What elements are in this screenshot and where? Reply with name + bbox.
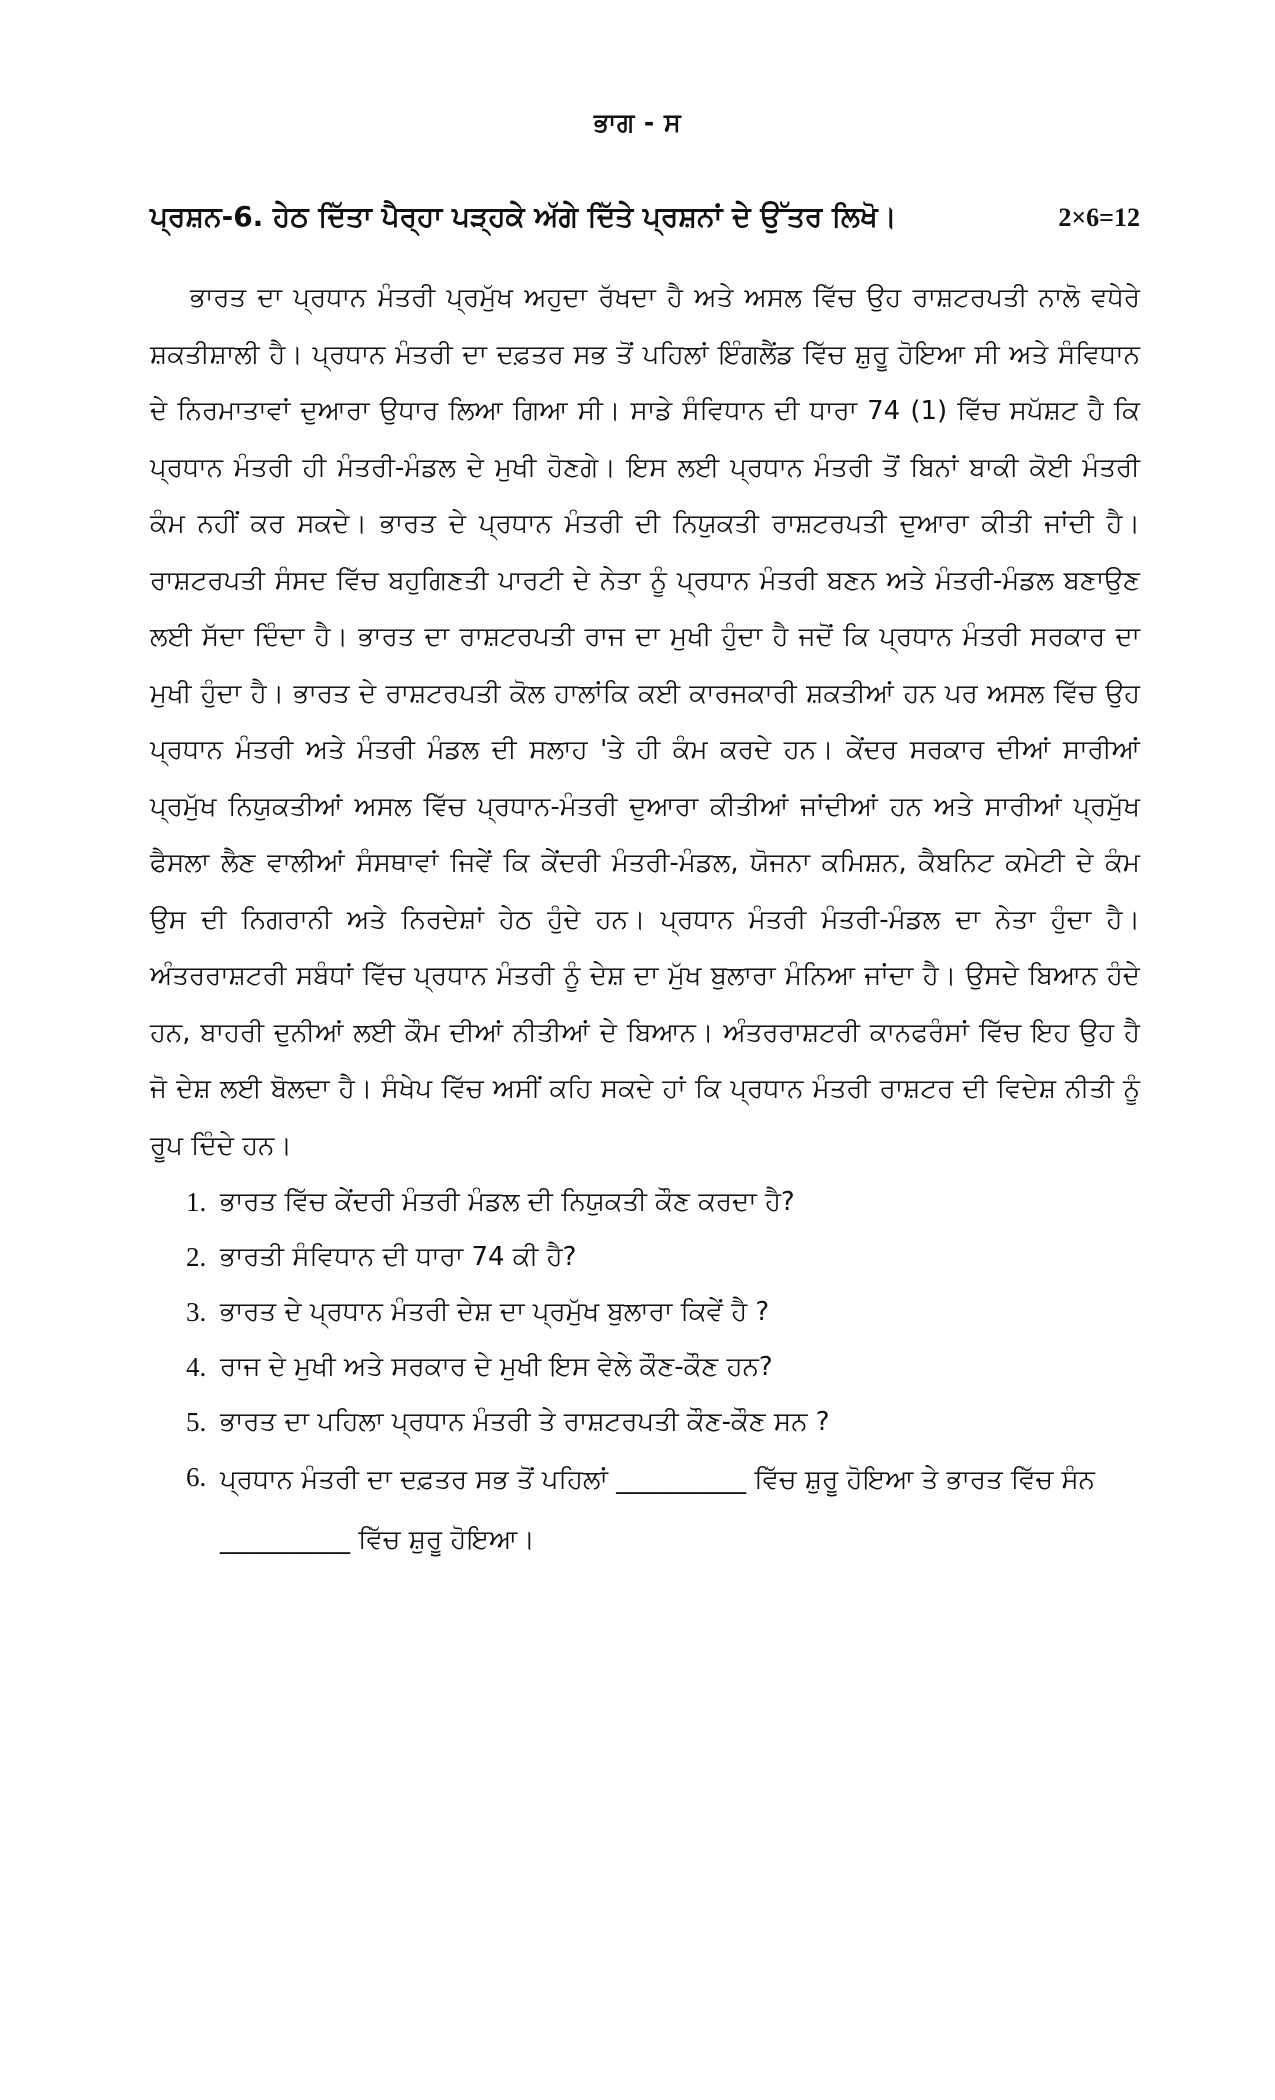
question-number: 6.	[186, 1462, 207, 1492]
question-item	[150, 1395, 1140, 1450]
question-number: 2.	[186, 1242, 207, 1272]
question-item	[150, 1340, 1140, 1395]
question-item	[150, 1450, 1140, 1570]
question-text: ਭਾਰਤ ਵਿੱਚ ਕੇਂਦਰੀ ਮੰਤਰੀ ਮੰਡਲ ਦੀ ਨਿਯੁਕਤੀ ਕੌਣ ਕਰਦਾ ਹੈ?	[220, 1187, 795, 1217]
question-number: 4.	[186, 1352, 207, 1382]
question-text: ਰਾਜ ਦੇ ਮੁਖੀ ਅਤੇ ਸਰਕਾਰ ਦੇ ਮੁਖੀ ਇਸ ਵੇਲੇ ਕੌਣ-ਕੌਣ ਹਨ?	[220, 1352, 773, 1382]
question-number: 5.	[186, 1407, 207, 1437]
question-number: 3.	[186, 1297, 207, 1327]
question-item	[150, 1230, 1140, 1285]
question-item	[150, 1285, 1140, 1340]
section-title: ਭਾਗ - ਸ	[593, 108, 682, 137]
question-header	[150, 200, 1140, 234]
marks-label: 2×6=12	[1058, 203, 1140, 232]
question-instruction: ਪ੍ਰਸ਼ਨ-6. ਹੇਠ ਦਿੱਤਾ ਪੈਰ੍ਹਾ ਪੜ੍ਹਕੇ ਅੱਗੇ ਦਿੱਤੇ ਪ੍ਰਸ਼ਨਾਂ ਦੇ ਉੱਤਰ ਲਿਖੋ।	[150, 200, 897, 233]
question-number: 1.	[186, 1187, 207, 1217]
question-item	[150, 1175, 1140, 1230]
question-text: ਪ੍ਰਧਾਨ ਮੰਤਰੀ ਦਾ ਦਫ਼ਤਰ ਸਭ ਤੋਂ ਪਹਿਲਾਂ __________ ਵਿੱਚ ਸ਼ੁਰੂ ਹੋਇਆ ਤੇ ਭਾਰਤ ਵਿੱਚ ਸੰਨ __________ ਵਿੱਚ ਸ਼ੁਰੂ ਹੋਇਆ।	[220, 1465, 1095, 1555]
question-text: ਭਾਰਤੀ ਸੰਵਿਧਾਨ ਦੀ ਧਾਰਾ 74 ਕੀ ਹੈ?	[220, 1242, 577, 1272]
question-text: ਭਾਰਤ ਦਾ ਪਹਿਲਾ ਪ੍ਰਧਾਨ ਮੰਤਰੀ ਤੇ ਰਾਸ਼ਟਰਪਤੀ ਕੌਣ-ਕੌਣ ਸਨ ?	[220, 1407, 830, 1437]
question-list	[150, 1175, 1140, 1570]
question-text: ਭਾਰਤ ਦੇ ਪ੍ਰਧਾਨ ਮੰਤਰੀ ਦੇਸ਼ ਦਾ ਪ੍ਰਮੁੱਖ ਬੁਲਾਰਾ ਕਿਵੇਂ ਹੈ ?	[220, 1297, 770, 1327]
passage-paragraph: ਭਾਰਤ ਦਾ ਪ੍ਰਧਾਨ ਮੰਤਰੀ ਪ੍ਰਮੁੱਖ ਅਹੁਦਾ ਰੱਖਦਾ ਹੈ ਅਤੇ ਅਸਲ ਵਿੱਚ ਉਹ ਰਾਸ਼ਟਰਪਤੀ ਨਾਲੋ ਵਧੇਰੇ ਸ਼ਕਤੀਸ਼ਾਲੀ ਹੈ। ਪ੍ਰਧਾਨ ਮੰਤਰੀ ਦਾ ਦਫ਼ਤਰ ਸਭ ਤੋਂ ਪਹਿਲਾਂ ਇੰਗਲੈਂਡ ਵਿੱਚ ਸ਼ੁਰੂ ਹੋਇਆ ਸੀ ਅਤੇ ਸੰਵਿਧਾਨ ਦੇ ਨਿਰਮਾਤਾਵਾਂ ਦੁਆਰਾ ਉਧਾਰ ਲਿਆ ਗਿਆ ਸੀ। ਸਾਡੇ ਸੰਵਿਧਾਨ ਦੀ ਧਾਰਾ 74 (1) ਵਿੱਚ ਸਪੱਸ਼ਟ ਹੈ ਕਿ ਪ੍ਰਧਾਨ ਮੰਤਰੀ ਹੀ ਮੰਤਰੀ-ਮੰਡਲ ਦੇ ਮੁਖੀ ਹੋਣਗੇ। ਇਸ ਲਈ ਪ੍ਰਧਾਨ ਮੰਤਰੀ ਤੋਂ ਬਿਨਾਂ ਬਾਕੀ ਕੋਈ ਮੰਤਰੀ ਕੰਮ ਨਹੀਂ ਕਰ ਸਕਦੇ। ਭਾਰਤ ਦੇ ਪ੍ਰਧਾਨ ਮੰਤਰੀ ਦੀ ਨਿਯੁਕਤੀ ਰਾਸ਼ਟਰਪਤੀ ਦੁਆਰਾ ਕੀਤੀ ਜਾਂਦੀ ਹੈ। ਰਾਸ਼ਟਰਪਤੀ ਸੰਸਦ ਵਿੱਚ ਬਹੁਗਿਣਤੀ ਪਾਰਟੀ ਦੇ ਨੇਤਾ ਨੂੰ ਪ੍ਰਧਾਨ ਮੰਤਰੀ ਬਣਨ ਅਤੇ ਮੰਤਰੀ-ਮੰਡਲ ਬਣਾਉਣ ਲਈ ਸੱਦਾ ਦਿੰਦਾ ਹੈ। ਭਾਰਤ ਦਾ ਰਾਸ਼ਟਰਪਤੀ ਰਾਜ ਦਾ ਮੁਖੀ ਹੁੰਦਾ ਹੈ ਜਦੋਂ ਕਿ ਪ੍ਰਧਾਨ ਮੰਤਰੀ ਸਰਕਾਰ ਦਾ ਮੁਖੀ ਹੁੰਦਾ ਹੈ। ਭਾਰਤ ਦੇ ਰਾਸ਼ਟਰਪਤੀ ਕੋਲ ਹਾਲਾਂਕਿ ਕਈ ਕਾਰਜਕਾਰੀ ਸ਼ਕਤੀਆਂ ਹਨ ਪਰ ਅਸਲ ਵਿੱਚ ਉਹ ਪ੍ਰਧਾਨ ਮੰਤਰੀ ਅਤੇ ਮੰਤਰੀ ਮੰਡਲ ਦੀ ਸਲਾਹ 'ਤੇ ਹੀ ਕੰਮ ਕਰਦੇ ਹਨ। ਕੇਂਦਰ ਸਰਕਾਰ ਦੀਆਂ ਸਾਰੀਆਂ ਪ੍ਰਮੁੱਖ ਨਿਯੁਕਤੀਆਂ ਅਸਲ ਵਿੱਚ ਪ੍ਰਧਾਨ-ਮੰਤਰੀ ਦੁਆਰਾ ਕੀਤੀਆਂ ਜਾਂਦੀਆਂ ਹਨ ਅਤੇ ਸਾਰੀਆਂ ਪ੍ਰਮੁੱਖ ਫੈਸਲਾ ਲੈਣ ਵਾਲੀਆਂ ਸੰਸਥਾਵਾਂ ਜਿਵੇਂ ਕਿ ਕੇਂਦਰੀ ਮੰਤਰੀ-ਮੰਡਲ, ਯੋਜਨਾ ਕਮਿਸ਼ਨ, ਕੈਬਨਿਟ ਕਮੇਟੀ ਦੇ ਕੰਮ ਉਸ ਦੀ ਨਿਗਰਾਨੀ ਅਤੇ ਨਿਰਦੇਸ਼ਾਂ ਹੇਠ ਹੁੰਦੇ ਹਨ। ਪ੍ਰਧਾਨ ਮੰਤਰੀ ਮੰਤਰੀ-ਮੰਡਲ ਦਾ ਨੇਤਾ ਹੁੰਦਾ ਹੈ। ਅੰਤਰਰਾਸ਼ਟਰੀ ਸਬੰਧਾਂ ਵਿੱਚ ਪ੍ਰਧਾਨ ਮੰਤਰੀ ਨੂੰ ਦੇਸ਼ ਦਾ ਮੁੱਖ ਬੁਲਾਰਾ ਮੰਨਿਆ ਜਾਂਦਾ ਹੈ। ਉਸਦੇ ਬਿਆਨ ਹੰਦੇ ਹਨ, ਬਾਹਰੀ ਦੁਨੀਆਂ ਲਈ ਕੌਮ ਦੀਆਂ ਨੀਤੀਆਂ ਦੇ ਬਿਆਨ। ਅੰਤਰਰਾਸ਼ਟਰੀ ਕਾਨਫਰੰਸਾਂ ਵਿੱਚ ਇਹ ਉਹ ਹੈ ਜੋ ਦੇਸ਼ ਲਈ ਬੋਲਦਾ ਹੈ। ਸੰਖੇਪ ਵਿੱਚ ਅਸੀਂ ਕਹਿ ਸਕਦੇ ਹਾਂ ਕਿ ਪ੍ਰਧਾਨ ਮੰਤਰੀ ਰਾਸ਼ਟਰ ਦੀ ਵਿਦੇਸ਼ ਨੀਤੀ ਨੂੰ ਰੂਪ ਦਿੰਦੇ ਹਨ।	[150, 283, 1140, 1161]
